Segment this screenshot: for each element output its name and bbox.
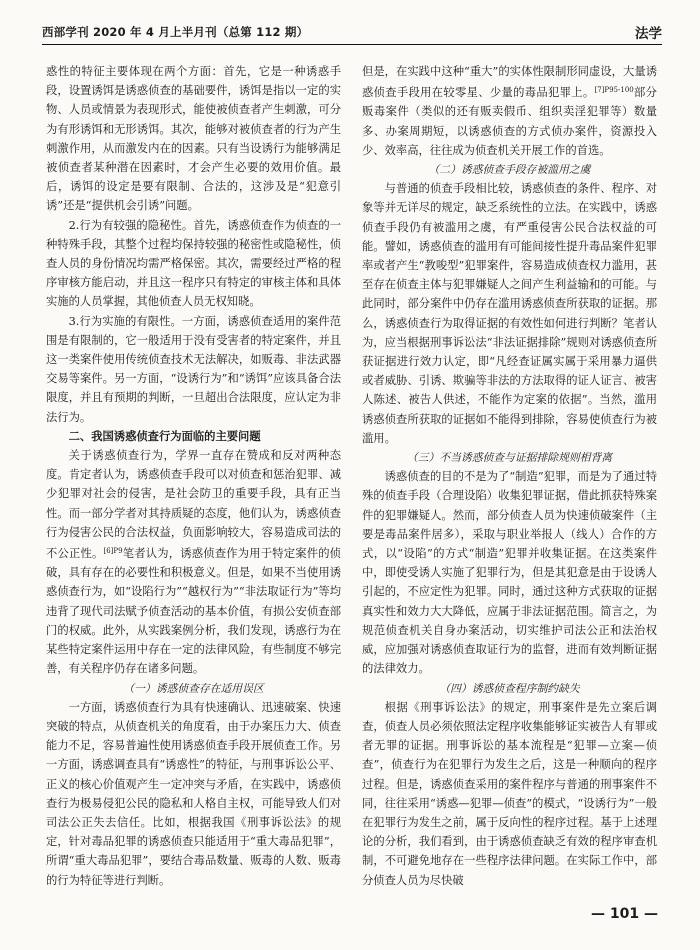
- section-heading: 二、我国诱惑侦查行为面临的主要问题: [68, 428, 261, 443]
- paragraph: 关于诱惑侦查行为，学界一直存在赞成和反对两种态度。肯定者认为，诱惑侦查手段可以对侦查和惩治犯罪、减少犯罪对社会的侵害，是社会防卫的重要手段，具有正当性。而一部分学者对其持质疑的态度，他们认为，诱惑侦查行为侵害公民的合法权益，负面影响较大，容易造成司法的不公正性。$^{[6]P9}$笔者认为，诱惑侦查作为用于特定案件的侦破，具有存在的必要性和积极意义。但是，如果不当使用诱惑侦查行为，如“设陷行为”“越权行为”“非法取证行为”等均违背了现代司法赋予侦查活动的基本价值，有损公安侦查部门的权威。此外，从实践案例分析，我们发现，诱惑行为在某些特定案件运用中存在一定的法律风险，有些制度不够完善，有关程序仍存在诸多问题。: [46, 449, 341, 676]
- page-number: — 101 —: [591, 906, 658, 922]
- running-header: [42, 22, 662, 44]
- citation: [7]P95-100: [594, 86, 634, 95]
- paragraph: 与普通的侦查手段相比较，诱惑侦查的条件、程序、对象等并无详尽的规定，缺乏系统性的立法。在实践中，诱惑侦查手段仍有被滥用之虞，有严重侵害公民合法权益的可能。譬如，诱惑侦查的滥用有可能间接性提升毒品案件犯罪率或者产生“教唆型”犯罪案件，容易造成侦查权力滥用，甚至存在侦查主体与犯罪嫌疑人之间产生利益输和的可能。与此同时，部分案件中仍存在滥用诱惑侦查所获取的证据。那么，诱惑侦查行为取得证据的有效性如何进行判断？笔者认为，应当根据刑事诉讼法“非法证据排除”规则对诱惑侦查所获证据进行效力认定，即“凡经查证属实属于采用暴力逼供或者威胁、引诱、欺骗等非法的方法取得的证人证言、被害人陈述、被告人供述，不能作为定案的依据”。当然，滥用诱惑侦查所获取的证据如不能得到排除，容易使侦查行为被滥用。: [362, 182, 657, 445]
- paragraph: 2.行为有较强的隐秘性。首先，诱惑侦查作为侦查的一种特殊手段，其整个过程均保持较强的秘密性或隐秘性，侦查人员的身份情况均需严格保密。其次，需要经过严格的程序审核方能启动，并且这一程序只有特定的审核主体和具体实施的人员掌握，其他侦查人员无权知晓。: [46, 218, 341, 309]
- paragraph: 诱惑侦查的目的不是为了“制造”犯罪，而是为了通过特殊的侦查手段（合理设陷）收集犯罪证据，借此抓获特殊案件的犯罪嫌疑人。然而，部分侦查人员为快速侦破案件（主要是毒品案件居多），采取与职业举报人（线人）合作的方式，以“设陷”的方式“制造”犯罪并收集证据。在这类案件中，即使受诱人实施了犯罪行为，但是其犯意是由于设诱人引起的，不应定性为犯罪。同时，通过这种方式获取的证据真实性和效力大大降低，应属于非法证据范围。简言之，为规范侦查机关自身办案活动，切实维护司法公正和法治权威，应加强对诱惑侦查取证行为的监督，进而有效判断证据的法律效力。: [362, 470, 657, 676]
- header-rule: [42, 44, 662, 45]
- paragraph: 3.行为实施的有限性。一方面，诱惑侦查适用的案件范围是有限制的，它一般适用于没有受害者的特定案件，并且这一类案件使用传统侦查技术无法解决，如贩毒、非法武器交易等案件。另一方面，“设诱行为”和“诱饵”应该具备合法限度，并且有预期的判断，一旦超出合法限度，应认定为非法行为。: [46, 314, 341, 424]
- left-column: [46, 62, 341, 890]
- citation: [6]P9: [103, 547, 123, 556]
- paragraph: 一方面，诱惑侦查行为具有快速确认、迅速破案、快速突破的特点，从侦查机关的角度看，由于办案压力大、侦查能力不足，容易普遍性使用诱惑侦查手段开展侦查工作。另一方面，诱惑调查具有“诱惑性”的特征，与刑事诉讼公平、正义的核心价值观产生一定冲突与矛盾，在实践中，诱惑侦查行为极易侵犯公民的隐私和人格自主权，可能导致人们对司法公正失去信任。比如，根据我国《刑事诉讼法》的规定，针对毒品犯罪的诱惑侦查只能适用于“重大毒品犯罪”，所谓“重大毒品犯罪”，要结合毒品数量、贩毒的人数、贩毒的行为特征等进行判断。: [46, 700, 341, 887]
- subsection-heading: （三）不当诱惑侦查与证据排除规则相背离: [406, 451, 613, 465]
- paragraph: 惑性的特征主要体现在两个方面：首先，它是一种诱惑手段，设置诱饵是诱惑侦查的基础要件，诱饵是指以一定的实物、人员或情景为表现形式，能使被侦查者产生刺激，可分为有形诱饵和无形诱饵。其次，能够对被侦查者的行为产生刺激作用，从而激发内在的因素。只有当设诱行为能够满足被侦查者某种潜在因素时，才会产生必要的效用价值。最后，诱饵的设定是要有限制、合法的，这涉及是“犯意引诱”还是“提供机会引诱”问题。: [46, 65, 341, 213]
- subsection-heading: （二）诱惑侦查手段存被滥用之虞: [428, 163, 591, 177]
- paragraph: 根据《刑事诉讼法》的规定，刑事案件是先立案后调查，侦查人员必须依照法定程序收集能够证实被告人有罪或者无罪的证据。刑事诉讼的基本流程是“犯罪—立案—侦查”，侦查行为在犯罪行为发生之后，这是一种顺向的程序过程。但是，诱惑侦查采用的案件程序与普通的刑事案件不同，往往采用“诱惑—犯罪—侦查”的模式，“设诱行为”一般在犯罪行为发生之前，属于反向性的程序过程。基于上述理论的分析，我们看到，由于诱惑侦查缺乏有效的程序审查机制，不可避免地存在一些程序法律问题。在实际工作中，部分侦查人员为尽快破: [362, 700, 657, 887]
- right-column: [362, 62, 657, 890]
- paragraph: 但是，在实践中这种“重大”的实体性限制形同虚设，大量诱惑侦查手段用在较零星、少量的毒品犯罪上。$^{[7]P95-100}$部分贩毒案件（类似的还有贩卖假币、组织卖淫犯罪等）数量多、办案周期短，以诱惑侦查的方式侦办案件，资源投入少、效率高，往往成为侦查机关开展工作的首选。: [362, 65, 657, 157]
- subsection-heading: （一）诱惑侦查存在适用误区: [123, 681, 264, 695]
- journal-title: 西部学刊 2020 年 4 月上半月刊（总第 112 期）: [42, 25, 309, 39]
- subsection-heading: （四）诱惑侦查程序制约缺失: [439, 681, 580, 695]
- section-label: 法学: [635, 26, 662, 42]
